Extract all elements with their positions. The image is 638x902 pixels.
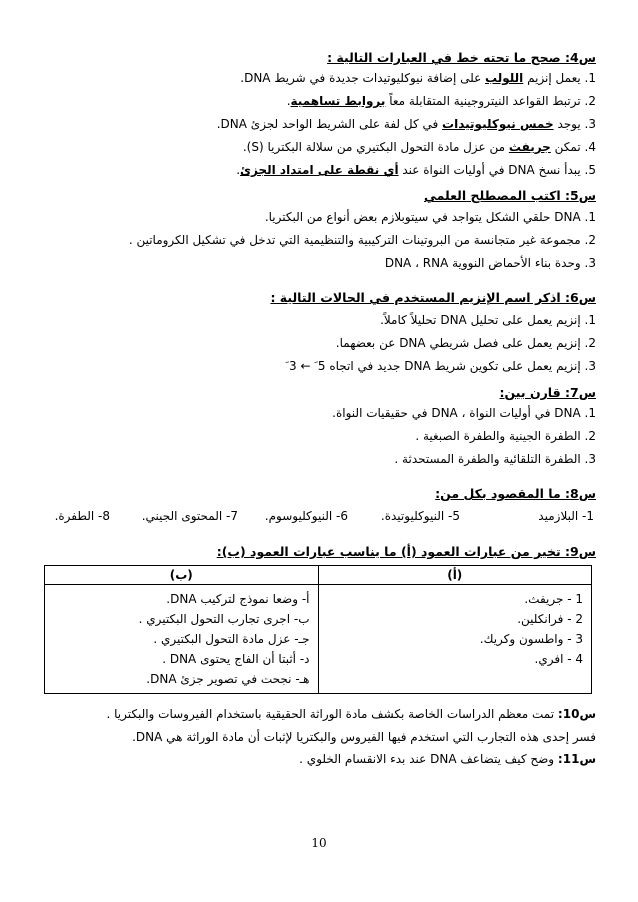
q4-item-4: 4. تمكن جريفث من عزل مادة التحول البكتيري من سلالة البكتريا (S). [242, 140, 596, 154]
q8-term-8: 8- الطفرة. [54, 509, 110, 523]
column-a-item: 3 - واطسون وكريك. [479, 632, 583, 646]
q7-item-3: 3. الطفرة التلقائية والطفرة المستحدثة . [394, 452, 596, 466]
q11-label: س11: [557, 752, 596, 766]
q8-title: س8: ما المقصود بكل من: [435, 486, 596, 501]
q9-title: س9: تخير من عبارات العمود (أ) ما يناسب عبارات العمود (ب): [216, 544, 596, 559]
q7-item-1: 1. DNA في أوليات النواة ، DNA في حقيقيات النواة. [332, 406, 596, 420]
q5-item-2: 2. مجموعة غير متجانسة من البروتينات التركيبية والتنظيمية التي تدخل في تشكيل الكروماتين . [128, 233, 596, 247]
q6-item-3: 3. إنزيم يعمل على تكوين شريط DNA جديد في اتجاه 5 َ ← 3 َ [285, 359, 596, 373]
q7-item-2: 2. الطفرة الجينية والطفرة الصبغية . [415, 429, 596, 443]
q11-line: س11: وضح كيف يتضاعف DNA عند بدء الانقسام الخلوي . [299, 752, 596, 766]
q7-title: س7: قارن بين: [499, 385, 596, 400]
q4-title: س4: صحح ما تحته خط في العبارات التالية : [327, 50, 596, 65]
q8-term-5: 5- النيوكليوتيدة. [380, 509, 460, 523]
column-a-header: (أ) [318, 566, 592, 585]
column-b-item: هـ- نجحت في تصوير جزئ DNA. [146, 672, 310, 686]
q8-term-6: 6- النيوكليوسوم. [264, 509, 348, 523]
column-a-item: 4 - افري. [534, 652, 583, 666]
column-a-item: 1 - جريفث. [524, 592, 583, 606]
column-b-item: ب- اجرى تجارب التحول البكتيري . [138, 612, 310, 626]
q10-line-1: س10: تمت معظم الدراسات الخاصة بكشف مادة الوراثة الحقيقية باستخدام الفيروسات والبكتريا . [106, 707, 596, 721]
q10-label: س10: [557, 707, 596, 721]
q4-item-1: 1. يعمل إنزيم اللولب على إضافة نيوكليوتيدات جديدة في شريط DNA. [240, 71, 596, 85]
column-a-item: 2 - فرانكلين. [517, 612, 583, 626]
matching-table [44, 565, 592, 694]
column-b [45, 585, 319, 694]
column-b-item: د- أثبتا أن الفاج يحتوى DNA . [162, 652, 310, 666]
q8-term-7: 7- المحتوى الجيني. [141, 509, 238, 523]
q10-line-2: فسر إحدى هذه التجارب التي استخدم فيها الفيروس والبكتريا لإثبات أن مادة الوراثة هي DNA. [132, 730, 596, 744]
column-b-item: أ- وضعا نموذج لتركيب DNA. [166, 592, 310, 606]
column-b-item: جـ- عزل مادة التحول البكتيري . [153, 632, 310, 646]
q5-item-3: 3. وحدة بناء الأحماض النووية DNA ، RNA [384, 256, 596, 270]
page-number: 10 [311, 836, 327, 850]
q6-item-2: 2. إنزيم يعمل على فصل شريطي DNA عن بعضهما. [335, 336, 596, 350]
q8-term-1: 1- البلازميد [538, 509, 594, 523]
column-b-header: (ب) [45, 566, 319, 585]
q6-item-1: 1. إنزيم يعمل على تحليل DNA تحليلاً كاملاً. [380, 313, 596, 327]
q4-item-5: 5. يبدأ نسخ DNA في أوليات النواة عند أي نقطة على امتداد الجزئ. [236, 163, 596, 177]
q5-title: س5: اكتب المصطلح العلمي [423, 188, 596, 203]
q5-item-1: 1. DNA حلقي الشكل يتواجد في سيتوبلازم بعض أنواع من البكتريا. [264, 210, 596, 224]
q4-item-3: 3. يوجد خمس نيوكليوتيدات في كل لفة على الشريط الواحد لجزئ DNA. [216, 117, 596, 131]
q6-title: س6: اذكر اسم الإنزيم المستخدم في الحالات التالية : [270, 290, 596, 305]
column-a [318, 585, 592, 694]
q4-item-2: 2. ترتبط القواعد النيتروجينية المتقابلة معاً بروابط تساهمية. [286, 94, 596, 108]
